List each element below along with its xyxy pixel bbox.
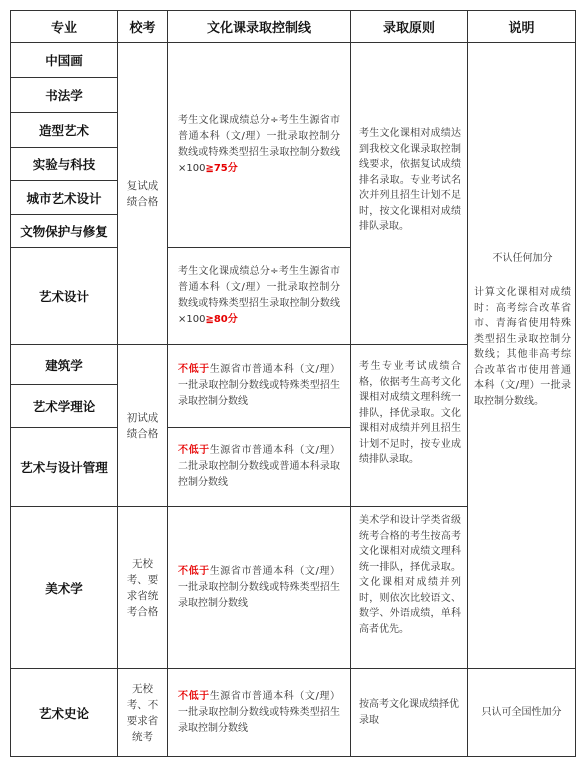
principle-cell: 美术学和设计学类省级统考合格的考生按高考文化课相对成绩文理科统一排队，择优录取。文化课相对成绩并列时，则依次比较语文、数学、外语成绩，单科高者优先。 (350, 506, 468, 669)
principle-cell: 考生专业考试成绩合格，依据考生高考文化课相对成绩文理科统一排队，择优录取。文化课相对成绩并列且招生计划不足时，按专业成绩排队录取。 (350, 344, 468, 507)
major-cell: 书法学 (10, 77, 118, 113)
principle-cell: 考生文化课相对成绩达到我校文化课录取控制线要求，依据复试成绩排名录取。专业考试名次并列且招生计划不足时，按文化课相对成绩排队录取。 (350, 42, 468, 345)
header-school-exam: 校考 (117, 10, 168, 43)
major-cell: 实验与科技 (10, 147, 118, 181)
notes-no-bonus: 不认任何加分 (492, 253, 553, 264)
major-cell: 文物保护与修复 (10, 214, 118, 248)
major-cell: 艺术设计 (10, 247, 118, 345)
cutoff-cell: 不低于生源省市普通本科（文/理）一批录取控制分数线或特殊类型招生录取控制分数线 (167, 344, 351, 428)
major-cell: 中国画 (10, 42, 118, 78)
major-cell: 造型艺术 (10, 112, 118, 148)
principle-cell: 按高考文化课成绩择优录取 (350, 668, 468, 757)
school-exam-cell: 初试成绩合格 (117, 344, 168, 507)
school-exam-cell: 无校考、要求省统考合格 (117, 506, 168, 669)
school-exam-cell: 复试成绩合格 (117, 42, 168, 345)
notes-cell (467, 42, 576, 669)
cutoff-cell: 考生文化课成绩总分÷考生生源省市普通本科（文/理）一批录取控制分数线或特殊类型招生录取控制分数线×100≧80分 (167, 247, 351, 345)
major-cell: 城市艺术设计 (10, 180, 118, 215)
header-major: 专业 (10, 10, 118, 43)
cutoff-cell: 不低于生源省市普通本科（文/理）一批录取控制分数线或特殊类型招生录取控制分数线 (167, 506, 351, 669)
notes-cell: 只认可全国性加分 (467, 668, 576, 757)
cutoff-cell: 不低于生源省市普通本科（文/理）一批录取控制分数线或特殊类型招生录取控制分数线 (167, 668, 351, 757)
major-cell: 艺术史论 (10, 668, 118, 757)
cutoff-cell: 不低于生源省市普通本科（文/理）二批录取控制分数线或普通本科录取控制分数线 (167, 427, 351, 507)
notes-calc-rule: 计算文化课相对成绩时：高考综合改革省市、青海省使用特殊类型招生录取控制分数线；其他非高考综合改革省市使用普通本科（文/理）一批录取控制分数线。 (474, 287, 571, 407)
cutoff-cell: 考生文化课成绩总分÷考生生源省市普通本科（文/理）一批录取控制分数线或特殊类型招生录取控制分数线×100≧75分 (167, 42, 351, 248)
school-exam-cell: 无校考、不要求省统考 (117, 668, 168, 757)
major-cell: 艺术学理论 (10, 384, 118, 428)
header-notes: 说明 (467, 10, 576, 43)
major-cell: 艺术与设计管理 (10, 427, 118, 507)
major-cell: 建筑学 (10, 344, 118, 385)
header-cutoff: 文化课录取控制线 (167, 10, 351, 43)
major-cell: 美术学 (10, 506, 118, 669)
header-principle: 录取原则 (350, 10, 468, 43)
